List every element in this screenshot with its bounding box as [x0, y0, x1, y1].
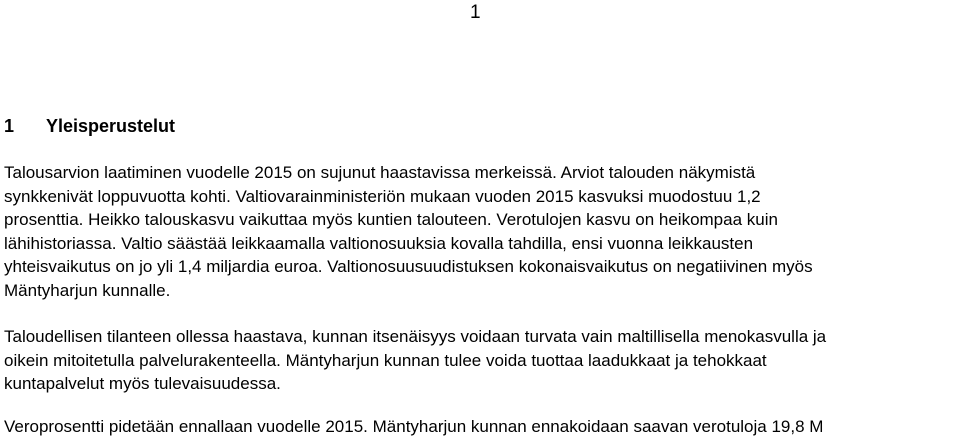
text-line: kuntapalvelut myös tulevaisuudessa. — [4, 374, 281, 393]
text-line: prosenttia. Heikko talouskasvu vaikuttaa myös kuntien talouteen. Verotulojen kasvu on heikompaa kuin — [4, 210, 778, 229]
section-heading — [4, 115, 175, 137]
section-title: Yleisperustelut — [46, 116, 176, 136]
text-line: Talousarvion laatiminen vuodelle 2015 on sujunut haastavissa merkeissä. Arviot talouden näkymistä — [4, 163, 756, 182]
text-line: Veroprosentti pidetään ennallaan vuodelle 2015. Mäntyharjun kunnan ennakoidaan saavan verotuloja 19,8 M — [4, 417, 824, 436]
paragraph-economic-outlook — [4, 161, 960, 302]
paragraph-tax-rate — [4, 415, 960, 439]
text-line: Taloudellisen tilanteen ollessa haastava, kunnan itsenäisyys voidaan turvata vain maltillisella menokasvulla ja — [4, 327, 827, 346]
text-line: yhteisvaikutus on jo yli 1,4 miljardia euroa. Valtionosuusuudistuksen kokonaisvaikutus on negatiivinen myös — [4, 257, 813, 276]
paragraph-municipal-independence — [4, 325, 960, 396]
text-line: lähihistoriassa. Valtio säästää leikkaamalla valtionosuuksia kovalla tahdilla, ensi vuonna leikkausten — [4, 233, 754, 253]
text-line: synkkenivät loppuvuotta kohti. Valtiovarainministeriön mukaan vuoden 2015 kasvuksi muodostuu 1,2 — [4, 186, 761, 206]
text-line: oikein mitoitetulla palvelurakenteella. Mäntyharjun kunnan tulee voida tuottaa laadukkaat ja tehokkaat — [4, 350, 767, 370]
page-number: 1 — [470, 2, 481, 23]
section-number: 1 — [4, 116, 15, 136]
text-line: Mäntyharjun kunnalle. — [4, 280, 171, 300]
